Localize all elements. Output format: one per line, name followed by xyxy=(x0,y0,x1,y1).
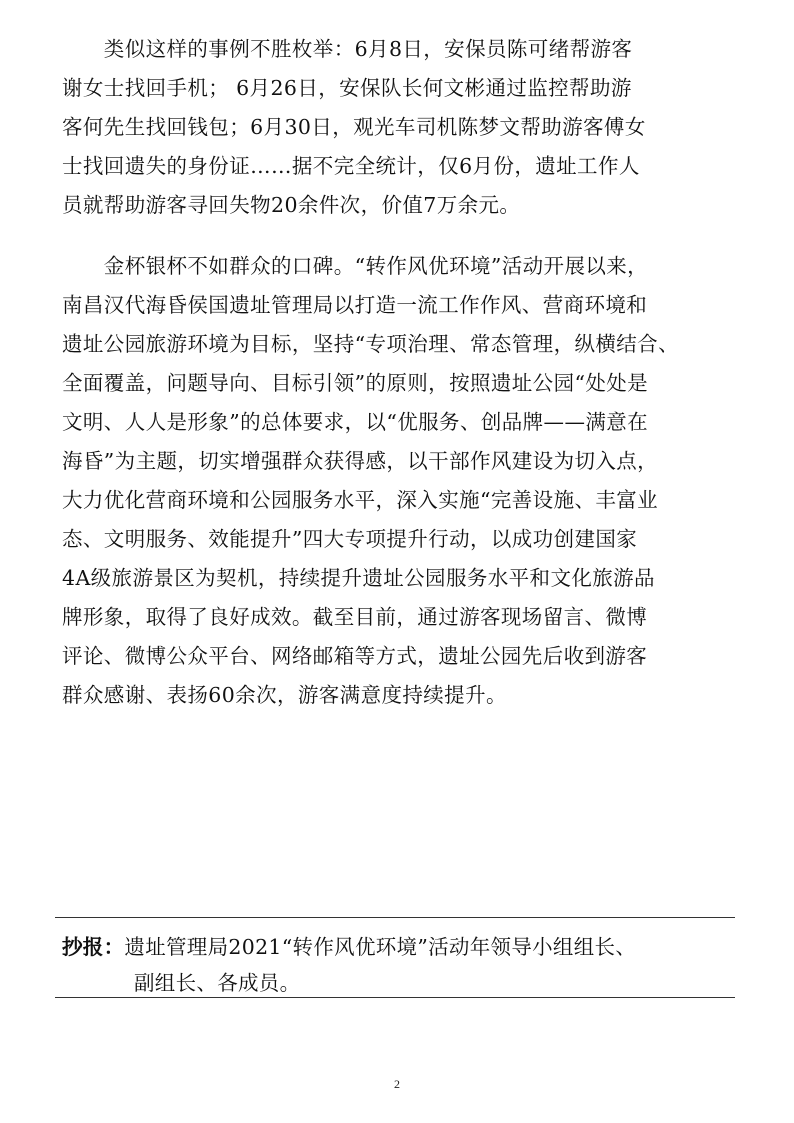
text-line: 评论、微博公众平台、网络邮箱等方式，遗址公园先后收到游客 xyxy=(62,644,648,668)
text-line: 海昏”为主题，切实增强群众获得感，以干部作风建设为切入点， xyxy=(62,449,659,473)
text-line: 金杯银杯不如群众的口碑。“转作风优环境”活动开展以来， xyxy=(62,254,649,278)
cc-text-1: 遗址管理局2021“转作风优环境”活动年领导小组组长、 xyxy=(124,935,637,959)
text-line: 类似这样的事例不胜枚举：6月8日，安保员陈可绪帮游客 xyxy=(62,37,633,61)
text-line: 文明、人人是形象”的总体要求，以“优服务、创品牌——满意在 xyxy=(62,410,649,434)
text-line: 群众感谢、表扬60余次，游客满意度持续提升。 xyxy=(62,683,507,707)
page-number: 2 xyxy=(394,1077,400,1091)
text-line: 谢女士找回手机； 6月26日，安保队长何文彬通过监控帮助游 xyxy=(62,76,632,100)
paragraph-1 xyxy=(62,30,742,225)
text-line: 南昌汉代海昏侯国遗址管理局以打造一流工作作风、营商环境和 xyxy=(62,293,648,317)
text-line: 4A级旅游景区为契机，持续提升遗址公园服务水平和文化旅游品 xyxy=(62,566,655,590)
text-line: 大力优化营商环境和公园服务水平，深入实施“完善设施、丰富业 xyxy=(62,488,659,512)
cc-text-2: 副组长、各成员。 xyxy=(134,971,301,995)
divider-bottom xyxy=(55,997,735,998)
cc-block xyxy=(62,929,742,1001)
text-line: 士找回遗失的身份证……据不完全统计，仅6月份，遗址工作人 xyxy=(62,154,640,178)
text-line: 态、文明服务、效能提升”四大专项提升行动，以成功创建国家 xyxy=(62,527,638,551)
cc-line-1 xyxy=(62,929,742,965)
divider-top xyxy=(55,917,735,918)
text-line: 牌形象，取得了良好成效。截至目前，通过游客现场留言、微博 xyxy=(62,605,648,629)
text-line: 客何先生找回钱包；6月30日，观光车司机陈梦文帮助游客傅女 xyxy=(62,115,646,139)
paragraph-2 xyxy=(62,247,742,715)
cc-label: 抄报： xyxy=(62,935,125,959)
text-line: 员就帮助游客寻回失物20余件次，价值7万余元。 xyxy=(62,193,521,217)
text-line: 遗址公园旅游环境为目标，坚持“专项治理、常态管理，纵横结合、 xyxy=(62,332,679,356)
text-line: 全面覆盖，问题导向、目标引领”的原则，按照遗址公园“处处是 xyxy=(62,371,649,395)
